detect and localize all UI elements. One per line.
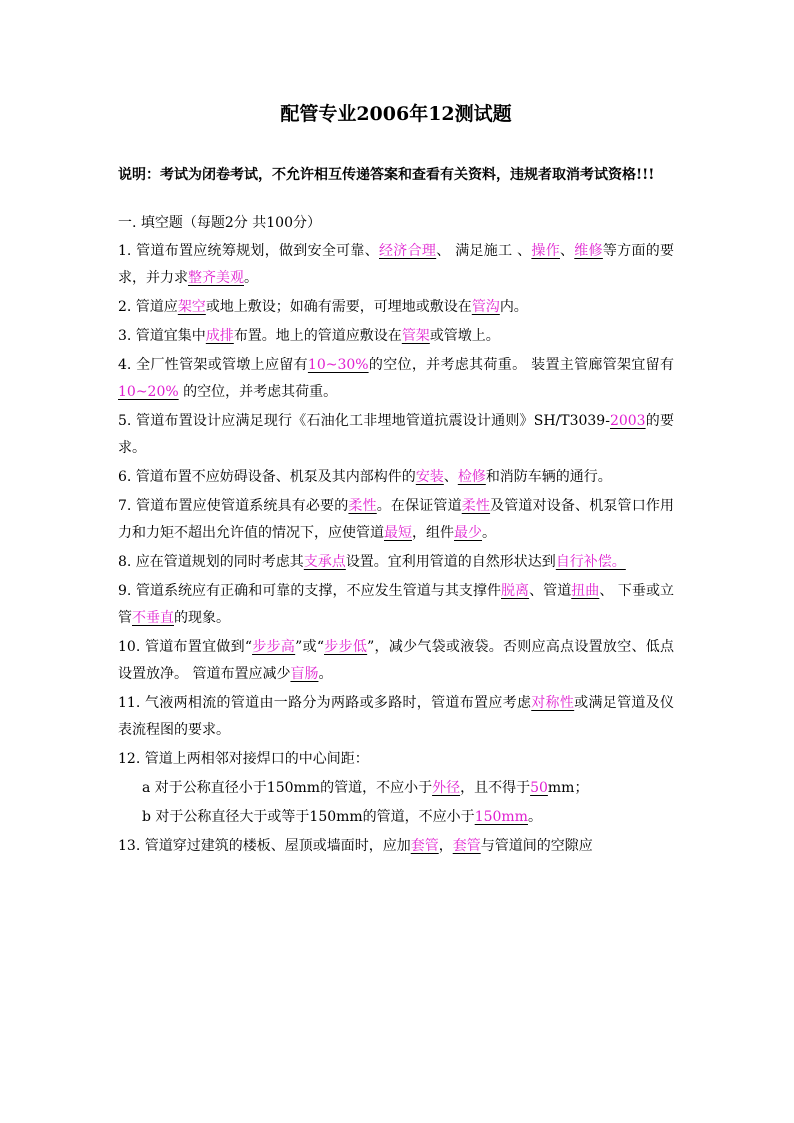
section-heading: 一. 填空题（每题2分 共100分） — [118, 215, 321, 231]
question-text: 13. 管道穿过建筑的楼板、屋顶或墙面时，应加 — [118, 838, 411, 854]
question-text: 1. 管道布置应统筹规划，做到安全可靠、 — [118, 243, 380, 259]
answer-blank: 10~30% — [307, 357, 369, 373]
answer-blank: 外径 — [432, 780, 461, 796]
answer-blank: 管架 — [401, 328, 430, 344]
exam-instructions: 说明：考试为闭卷考试，不允许相互传递答案和查看有关资料，违规者取消考试资格!!! — [118, 167, 655, 183]
question-text: 的现象。 — [174, 610, 230, 626]
answer-blank: 不垂直 — [132, 610, 174, 626]
question-text: 或满足管道及仪表流程图的要求。 — [118, 695, 675, 738]
question-text: 或管墩上。 — [429, 328, 500, 344]
answer-blank: 成排 — [205, 328, 234, 344]
question-list — [118, 238, 674, 860]
question-text: 的空位，并考虑其荷重。 装置主管廊管架宜留有 — [368, 357, 674, 373]
question-item — [118, 549, 674, 576]
answer-blank: 管沟 — [471, 299, 500, 315]
question-text: 、 — [560, 243, 575, 259]
answer-blank: 架空 — [177, 299, 206, 315]
answer-blank: 步步低 — [324, 639, 368, 655]
answer-blank: 10~20% — [118, 384, 179, 400]
question-text: 8. 应在管道规划的同时考虑其 — [118, 554, 304, 570]
question-text: 6. 管道布置不应妨碍设备、机泵及其内部构件的 — [118, 469, 416, 485]
question-text: 内。 — [499, 299, 528, 315]
question-text: 、管道 — [529, 583, 572, 599]
question-item — [118, 746, 674, 773]
question-text: 的要求。 — [118, 413, 675, 456]
question-text: 。在保证管道 — [376, 498, 462, 514]
answer-blank: 对称性 — [531, 695, 575, 711]
question-text: 、 — [443, 469, 458, 485]
question-text: 等方面的要求，并力求 — [118, 243, 675, 286]
question-item — [118, 634, 674, 688]
answer-blank: 扭曲 — [571, 583, 600, 599]
question-text: 的空位，并考虑其荷重。 — [178, 384, 338, 400]
question-text: 与管道间的空隙应 — [480, 838, 593, 854]
question-text: 或地上敷设；如确有需要，可埋地或敷设在 — [205, 299, 472, 315]
answer-blank: 操作 — [531, 243, 560, 259]
answer-blank: 最短 — [384, 525, 412, 541]
question-text: 12. 管道上两相邻对接焊口的中心间距： — [118, 751, 369, 767]
answer-blank: 套管 — [452, 838, 481, 854]
question-item — [118, 352, 674, 406]
question-text: 4. 全厂性管架或管墩上应留有 — [118, 357, 308, 373]
answer-blank: 步步高 — [252, 639, 296, 655]
question-item — [118, 294, 674, 321]
question-text: 和消防车辆的通行。 — [485, 469, 612, 485]
question-subitem — [142, 775, 674, 802]
question-text: 。 — [244, 270, 258, 286]
question-text: mm； — [547, 780, 589, 796]
question-text: a 对于公称直径小于150mm的管道，不应小于 — [142, 780, 433, 796]
question-text: 9. 管道系统应有正确和可靠的支撑，不应发生管道与其支撑件 — [118, 583, 502, 599]
answer-blank: 150mm — [474, 809, 528, 825]
question-text: 、 下垂或立管 — [118, 583, 675, 626]
question-text: 10. 管道布置宜做到“ — [118, 639, 253, 655]
question-text: b 对于公称直径大于或等于150mm的管道，不应小于 — [142, 809, 475, 825]
answer-blank: 套管 — [410, 838, 439, 854]
question-text: ，组件 — [412, 525, 454, 541]
answer-blank: 柔性 — [461, 498, 491, 514]
question-text: 及管道对设备、机泵管口作用力和力矩不超出允许值的情况下，应使管道 — [118, 498, 675, 541]
question-text: 2. 管道应 — [118, 299, 178, 315]
question-text: ，且不得于 — [460, 780, 531, 796]
answer-blank: 盲肠 — [290, 666, 319, 682]
question-subitem — [142, 804, 674, 831]
question-item — [118, 238, 674, 292]
question-text: ， — [438, 838, 453, 854]
answer-blank: 整齐美观 — [188, 270, 244, 286]
answer-blank: 自行补偿。 — [555, 554, 626, 570]
answer-blank: 维修 — [574, 243, 603, 259]
question-text: 。 — [318, 666, 333, 682]
question-text: 、 满足施工 、 — [436, 243, 532, 259]
answer-blank: 安装 — [415, 469, 444, 485]
question-item — [118, 408, 674, 462]
question-text: 3. 管道宜集中 — [118, 328, 206, 344]
answer-blank: 检修 — [457, 469, 486, 485]
answer-blank: 最少 — [454, 525, 482, 541]
question-text: 。 — [527, 809, 542, 825]
question-item — [118, 833, 674, 860]
answer-blank: 柔性 — [348, 498, 377, 514]
question-text: 11. 气液两相流的管道由一路分为两路或多路时，管道布置应考虑 — [118, 695, 532, 711]
question-item — [118, 690, 674, 744]
answer-blank: 50 — [530, 780, 548, 796]
answer-blank: 脱离 — [501, 583, 530, 599]
question-text: 。 — [482, 525, 496, 541]
answer-blank: 2003 — [609, 413, 646, 429]
question-text: ”，减少气袋或液袋。否则应高点设置放空、低点设置放净。 管道布置应减少 — [118, 639, 675, 682]
question-item — [118, 323, 674, 350]
question-text: 7. 管道布置应使管道系统具有必要的 — [118, 498, 349, 514]
answer-blank: 支承点 — [303, 554, 346, 570]
answer-blank: 经济合理 — [379, 243, 437, 259]
page-title: 配管专业2006年12测试题 — [280, 103, 512, 125]
question-text: ”或“ — [295, 639, 325, 655]
exam-page — [118, 100, 674, 862]
question-item — [118, 464, 674, 491]
question-text: 布置。地上的管道应敷设在 — [233, 328, 402, 344]
question-item — [118, 493, 674, 547]
question-item — [118, 578, 674, 632]
question-text: 设置。宜利用管道的自然形状达到 — [345, 554, 556, 570]
question-text: 5. 管道布置设计应满足现行《石油化工非埋地管道抗震设计通则》SH/T3039- — [118, 413, 610, 429]
